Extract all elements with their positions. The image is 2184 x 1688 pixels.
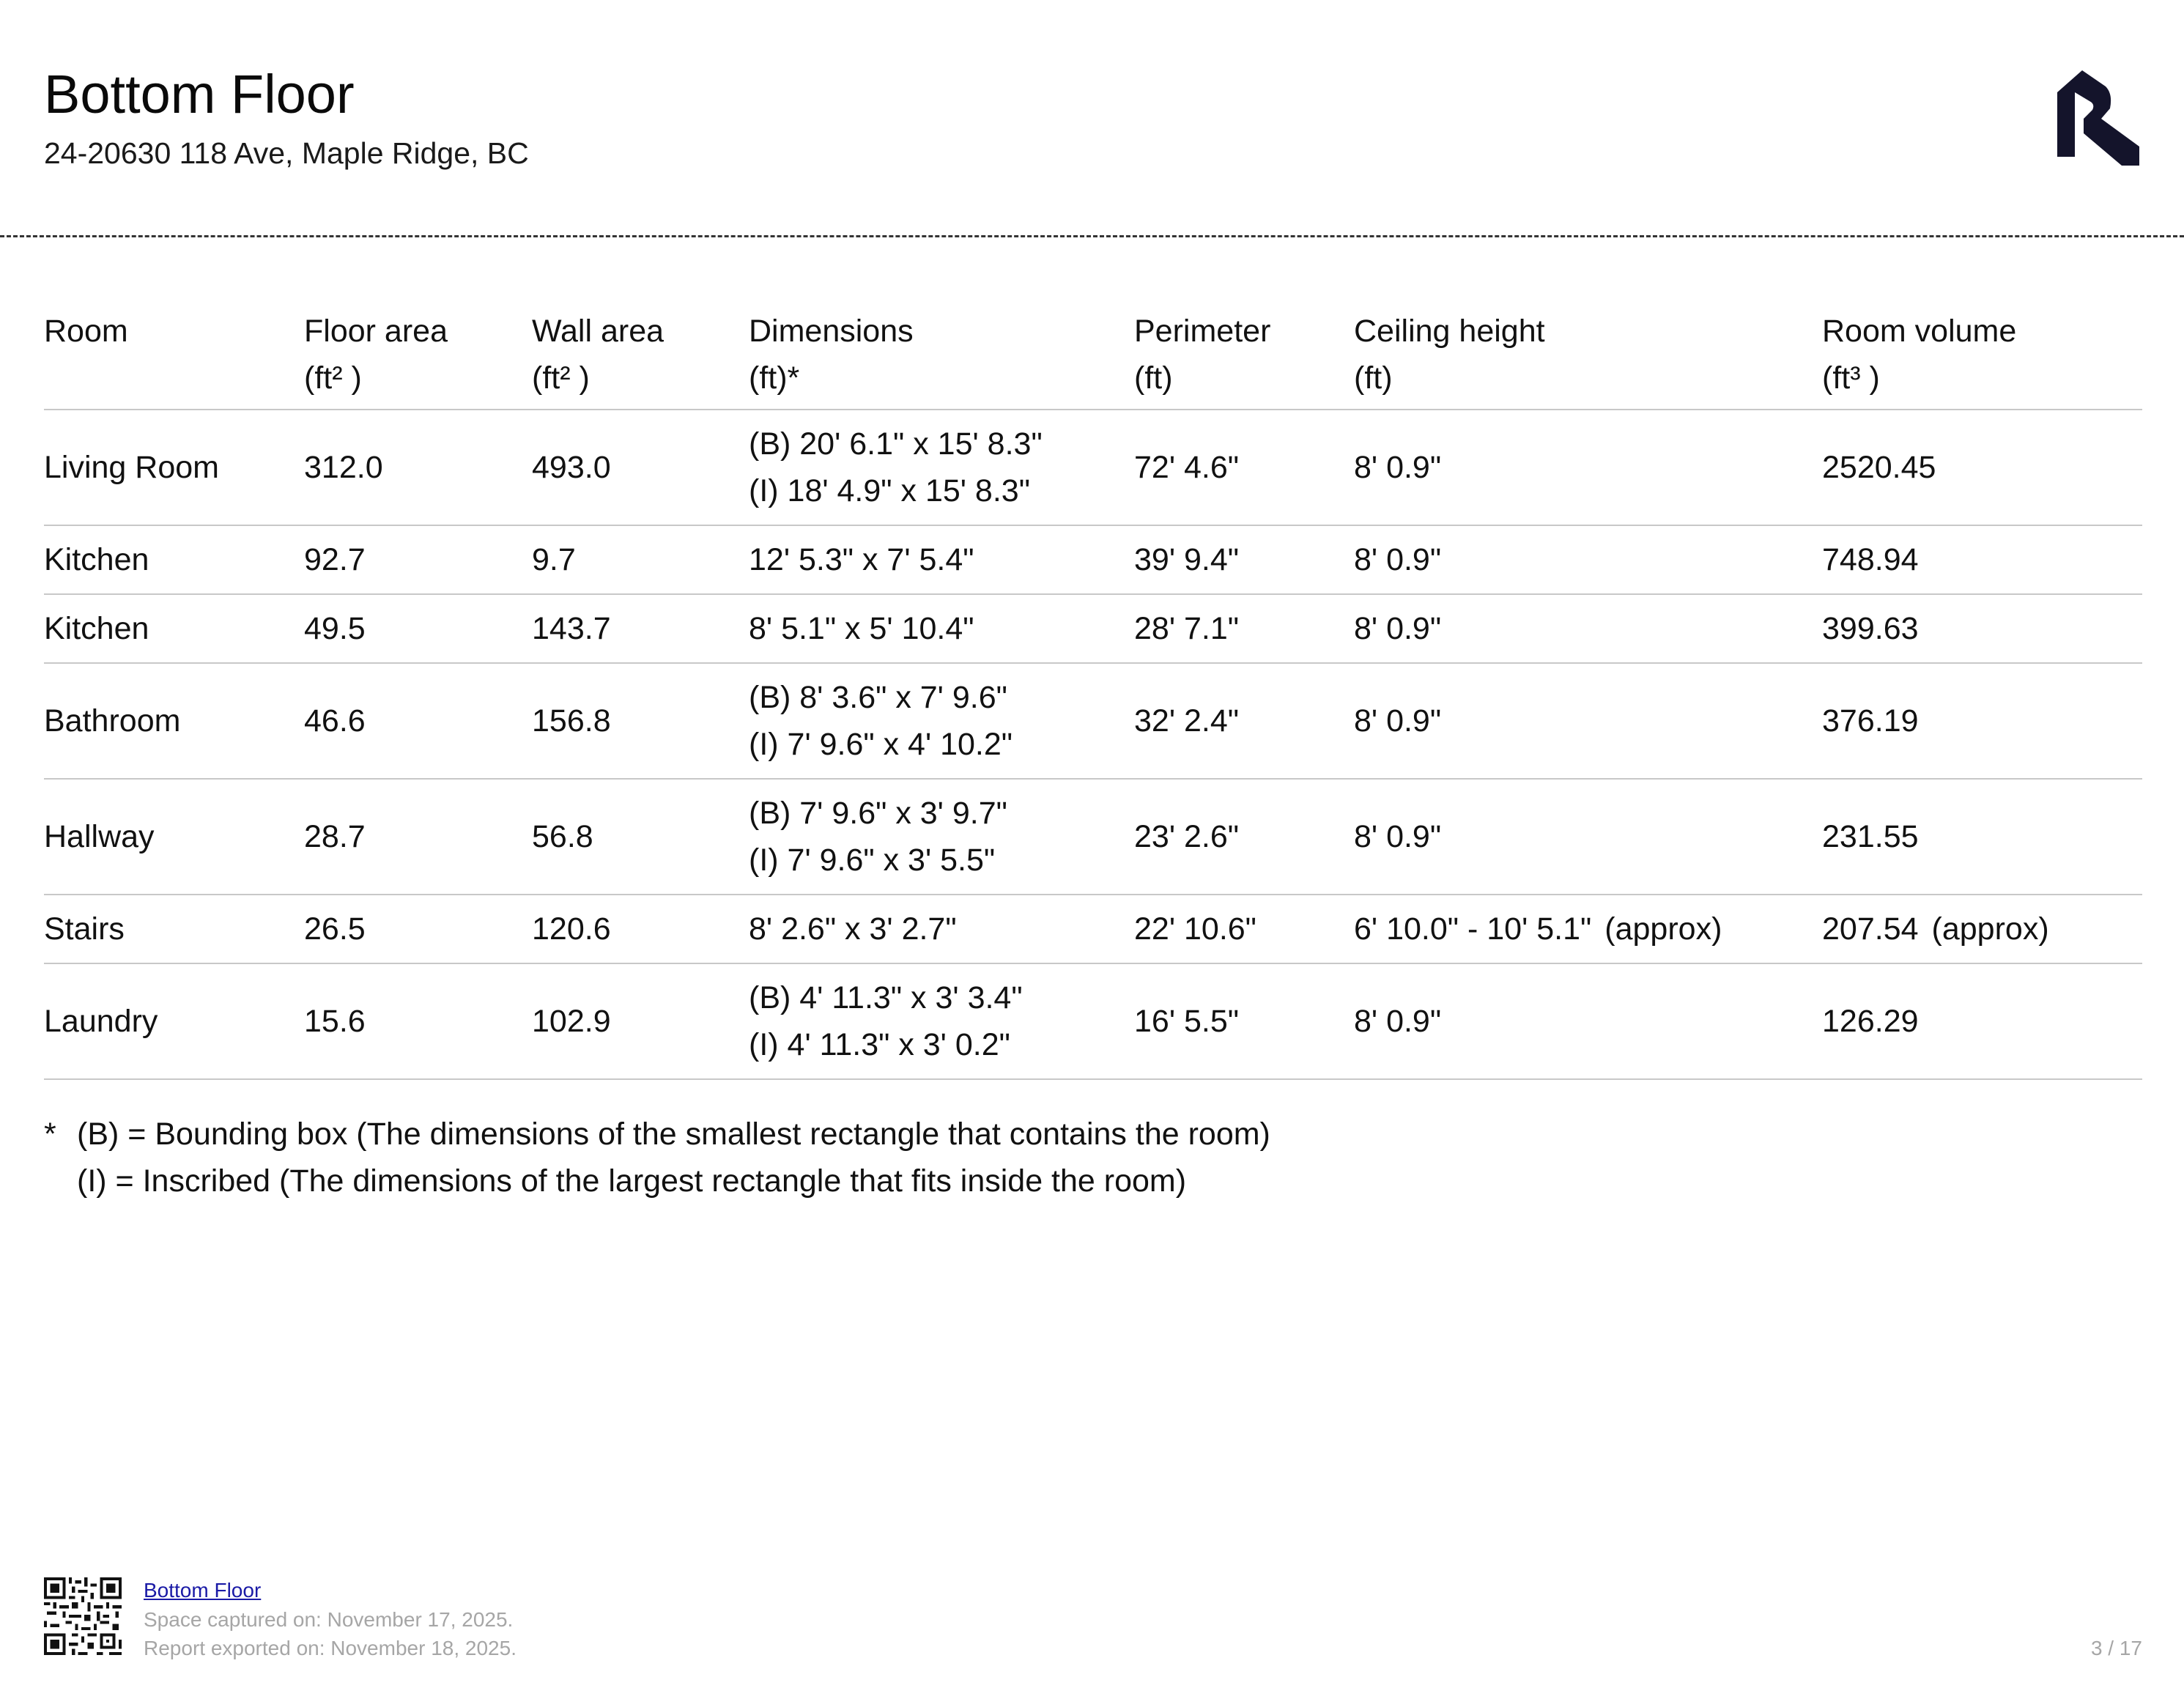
table-row [44,410,2142,525]
ceiling-height: 8' 0.9" [1354,963,1822,1079]
column-header-floor-area: Floor area (ft² ) [304,308,532,410]
wall-area: 120.6 [532,895,749,963]
perimeter: 32' 2.4" [1134,663,1354,779]
room-name: Kitchen [44,525,304,594]
perimeter: 16' 5.5" [1134,963,1354,1079]
footnote-inscribed: (I) = Inscribed (The dimensions of the largest rectangle that fits inside the room) [77,1163,1187,1199]
floor-area: 312.0 [304,410,532,525]
wall-area: 9.7 [532,525,749,594]
ceiling-height: 8' 0.9" [1354,594,1822,663]
room-volume-value: 207.54 [1822,911,1919,947]
ceiling-height: 8' 0.9" [1354,779,1822,895]
dimensions [749,779,1134,895]
floor-area: 28.7 [304,779,532,895]
table-row [44,963,2142,1079]
room-volume: 231.55 [1822,779,2142,895]
perimeter: 72' 4.6" [1134,410,1354,525]
dimensions-footnote [44,1111,1270,1204]
dimensions-bounding: (B) 4' 11.3" x 3' 3.4" [749,980,1023,1015]
dimensions-inscribed: (I) 4' 11.3" x 3' 0.2" [749,1027,1010,1062]
table-row [44,895,2142,963]
property-address: 24-20630 118 Ave, Maple Ridge, BC [44,136,529,170]
footnote-marker: * [44,1117,56,1152]
room-name: Living Room [44,410,304,525]
column-header-wall-area: Wall area (ft² ) [532,308,749,410]
room-volume: 748.94 [1822,525,2142,594]
dimensions-bounding: (B) 20' 6.1" x 15' 8.3" [749,426,1043,462]
ceiling-height: 8' 0.9" [1354,525,1822,594]
column-header-perimeter: Perimeter (ft) [1134,308,1354,410]
table-row [44,525,2142,594]
floor-area: 49.5 [304,594,532,663]
header-divider [0,235,2184,237]
page-number: 3 / 17 [2090,1637,2142,1659]
perimeter: 39' 9.4" [1134,525,1354,594]
wall-area: 102.9 [532,963,749,1079]
dimensions-value: 8' 5.1" x 5' 10.4" [749,611,974,646]
column-header-dimensions: Dimensions (ft)* [749,308,1134,410]
room-name: Kitchen [44,594,304,663]
room-volume: 399.63 [1822,594,2142,663]
table-row [44,663,2142,779]
column-header-room: Room [44,308,304,410]
perimeter: 23' 2.6" [1134,779,1354,895]
column-header-room-volume: Room volume (ft³ ) [1822,308,2142,410]
room-volume: 2520.45 [1822,410,2142,525]
table-row [44,594,2142,663]
wall-area: 143.7 [532,594,749,663]
dimensions-value: 8' 2.6" x 3' 2.7" [749,911,957,947]
wall-area: 156.8 [532,663,749,779]
page-title: Bottom Floor [44,64,355,125]
room-volume [1822,895,2142,963]
ceiling-height-value: 6' 10.0" - 10' 5.1" [1354,911,1592,947]
wall-area: 56.8 [532,779,749,895]
dimensions-bounding: (B) 7' 9.6" x 3' 9.7" [749,796,1007,831]
dimensions [749,410,1134,525]
room-name: Stairs [44,895,304,963]
perimeter: 22' 10.6" [1134,895,1354,963]
perimeter: 28' 7.1" [1134,594,1354,663]
footnote-bounding-box: (B) = Bounding box (The dimensions of the smallest rectangle that contains the room) [77,1117,1270,1152]
ceiling-height: 8' 0.9" [1354,663,1822,779]
floor-area: 26.5 [304,895,532,963]
export-date: Report exported on: November 18, 2025. [144,1637,517,1659]
room-name: Laundry [44,963,304,1079]
qr-code-icon [44,1577,122,1655]
room-volume: 126.29 [1822,963,2142,1079]
dimensions [749,963,1134,1079]
dimensions-inscribed: (I) 7' 9.6" x 3' 5.5" [749,843,996,878]
table-row [44,779,2142,895]
dimensions [749,663,1134,779]
room-name: Bathroom [44,663,304,779]
approx-note: (approx) [1604,911,1722,947]
room-volume: 376.19 [1822,663,2142,779]
table-header-row [44,308,2142,410]
room-name: Hallway [44,779,304,895]
dimensions [749,594,1134,663]
wall-area: 493.0 [532,410,749,525]
dimensions [749,525,1134,594]
dimensions-inscribed: (I) 18' 4.9" x 15' 8.3" [749,473,1030,508]
floor-area: 92.7 [304,525,532,594]
floor-area: 46.6 [304,663,532,779]
floor-link[interactable]: Bottom Floor [144,1579,262,1602]
ceiling-height: 8' 0.9" [1354,410,1822,525]
room-measurements-table [44,308,2142,1080]
approx-note: (approx) [1931,911,2049,947]
ceiling-height [1354,895,1822,963]
column-header-ceiling-height: Ceiling height (ft) [1354,308,1822,410]
brand-logo-icon [2057,70,2139,166]
capture-date: Space captured on: November 17, 2025. [144,1608,514,1631]
floor-area: 15.6 [304,963,532,1079]
dimensions-bounding: (B) 8' 3.6" x 7' 9.6" [749,680,1007,715]
dimensions-inscribed: (I) 7' 9.6" x 4' 10.2" [749,727,1013,762]
dimensions-value: 12' 5.3" x 7' 5.4" [749,542,974,577]
dimensions [749,895,1134,963]
